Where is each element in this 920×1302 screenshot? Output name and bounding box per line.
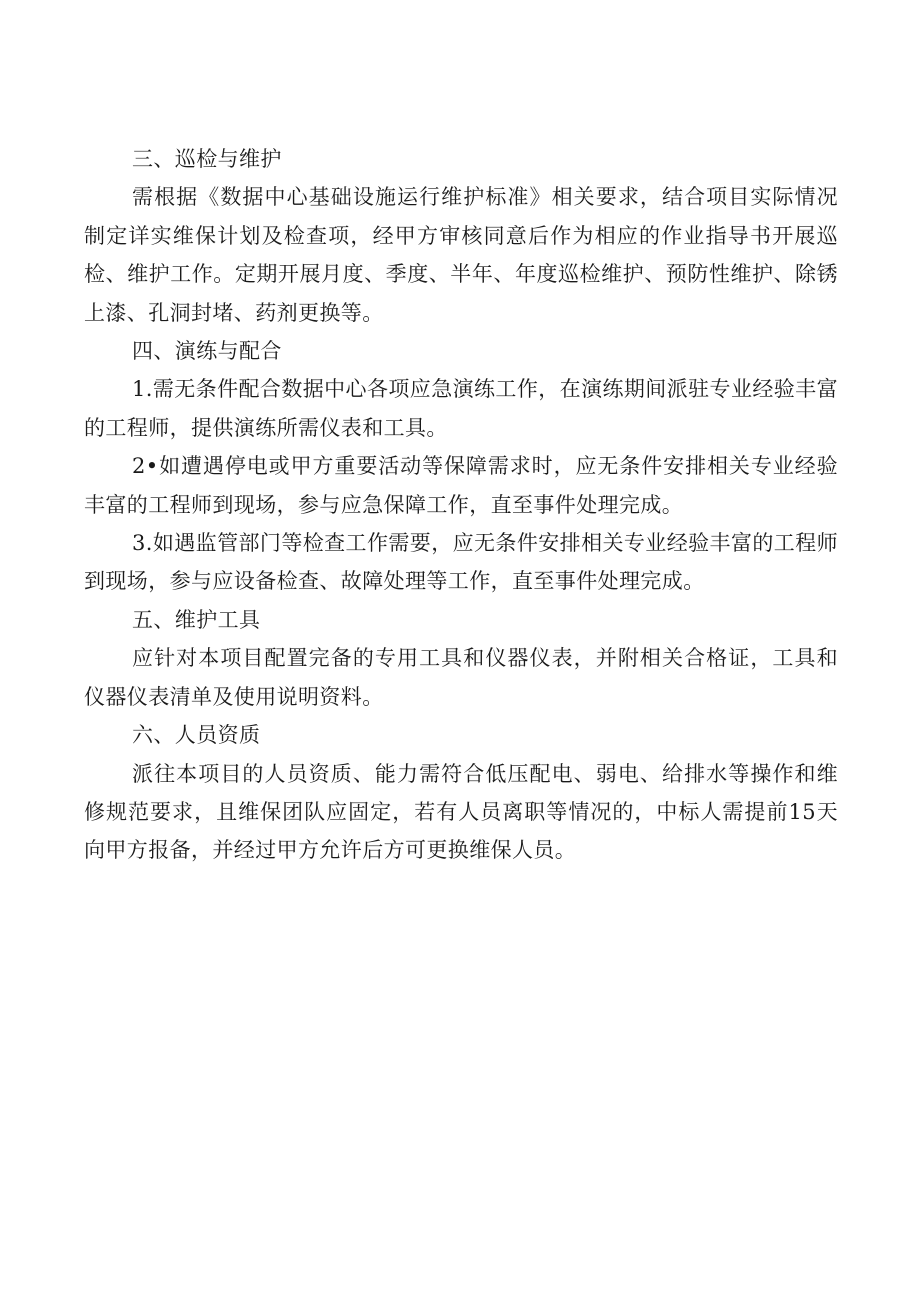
paragraph-tools: 应针对本项目配置完备的专用工具和仪器仪表，并附相关合格证，工具和仪器仪表清单及使用说明资料。	[84, 646, 838, 709]
section-heading-drills: 四、演练与配合	[132, 339, 282, 364]
paragraph-drills-1: 1.需无条件配合数据中心各项应急演练工作，在演练期间派驻专业经验丰富的工程师，提供演练所需仪表和工具。	[84, 377, 838, 440]
paragraph-drills-2: 2•如遭遇停电或甲方重要活动等保障需求时，应无条件安排相关专业经验丰富的工程师到现场，参与应急保障工作，直至事件处理完成。	[84, 454, 838, 517]
section-heading-personnel: 六、人员资质	[132, 723, 261, 748]
section-heading-inspection: 三、巡检与维护	[132, 147, 282, 171]
document-body	[84, 140, 838, 870]
paragraph-drills-3: 3.如遇监管部门等检查工作需要，应无条件安排相关专业经验丰富的工程师到现场，参与应设备检查、故障处理等工作，直至事件处理完成。	[84, 531, 838, 594]
paragraph-personnel: 派往本项目的人员资质、能力需符合低压配电、弱电、给排水等操作和维修规范要求，且维保团队应固定，若有人员离职等情况的，中标人需提前15天向甲方报备，并经过甲方允许后方可更换维保人员。	[84, 761, 838, 863]
section-heading-tools: 五、维护工具	[132, 607, 261, 632]
paragraph-inspection: 需根据《数据中心基础设施运行维护标准》相关要求，结合项目实际情况制定详实维保计划及检查项，经甲方审核同意后作为相应的作业指导书开展巡检、维护工作。定期开展月度、季度、半年、年度巡检维护、预防性维护、除锈上漆、孔洞封堵、药剂更换等。	[84, 185, 838, 325]
